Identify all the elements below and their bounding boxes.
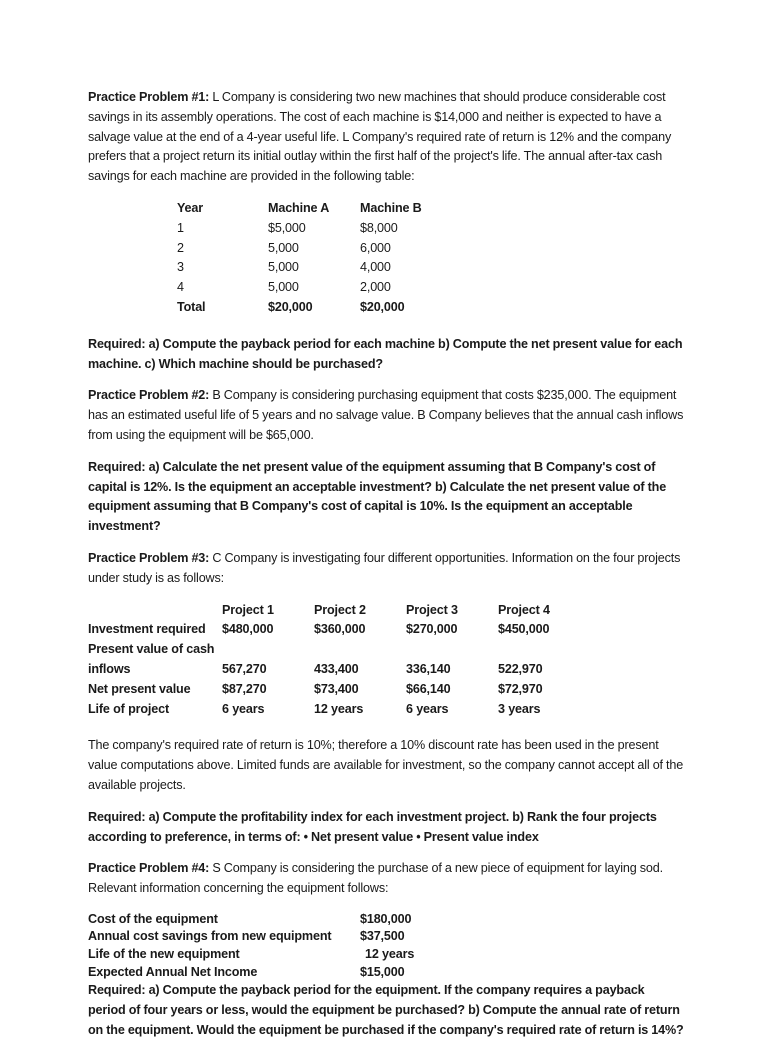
table-row bbox=[88, 946, 414, 964]
cell-empty bbox=[222, 640, 314, 660]
cell-year: 1 bbox=[177, 220, 184, 235]
cell-machine-a: 5,000 bbox=[268, 260, 299, 275]
spacer bbox=[88, 719, 684, 736]
cell-project-1: $480,000 bbox=[222, 622, 274, 637]
table-row bbox=[177, 278, 452, 298]
cell-machine-a: 5,000 bbox=[268, 280, 299, 295]
row-label-annual-cost-savings: Annual cost savings from new equipment bbox=[88, 929, 332, 944]
row-label-life-of-project: Life of project bbox=[88, 701, 170, 716]
problem-1-table bbox=[177, 199, 452, 318]
cell-total-label: Total bbox=[177, 299, 206, 314]
cell-annual-cost-savings: $37,500 bbox=[360, 929, 405, 944]
cell-total-machine-b: $20,000 bbox=[360, 299, 405, 314]
document-content bbox=[88, 88, 684, 1041]
table-header-project-1: Project 1 bbox=[222, 602, 274, 617]
table-header-row bbox=[88, 601, 684, 621]
row-label-expected-annual-net-income: Expected Annual Net Income bbox=[88, 964, 258, 979]
table-row bbox=[88, 964, 414, 982]
table-header-blank bbox=[88, 601, 222, 621]
cell-cost-of-equipment: $180,000 bbox=[360, 911, 412, 926]
table-row bbox=[88, 620, 684, 640]
problem-3-body: Practice Problem #3: C Company is investigating four different opportunities. Information on the four projects under study is as follows: bbox=[88, 550, 681, 585]
row-label-inflows: inflows bbox=[88, 661, 131, 676]
cell-empty bbox=[314, 640, 406, 660]
table-row bbox=[88, 911, 414, 929]
table-header-year: Year bbox=[177, 200, 204, 215]
cell-project-2: 12 years bbox=[314, 701, 364, 716]
cell-project-2: $73,400 bbox=[314, 681, 359, 696]
cell-expected-annual-net-income: $15,000 bbox=[360, 964, 405, 979]
table-header-project-2: Project 2 bbox=[314, 602, 366, 617]
problem-2-required: Required: a) Calculate the net present value of the equipment assuming that B Company's cost of capital is 12%. Is the equipment an acceptable investment? b) Calculate the net present value of the equipment assuming that B Company's cost of capital is 10%. Is the equipment an acceptable investment? bbox=[88, 459, 667, 534]
problem-3-required: Required: a) Compute the profitability index for each investment project. b) Rank the four projects according to preference, in terms of: • Net present value • Present value index bbox=[88, 809, 657, 844]
cell-year: 2 bbox=[177, 240, 184, 255]
table-row bbox=[88, 680, 684, 700]
problem-4-required: Required: a) Compute the payback period for the equipment. If the company requires a payback period of four years or less, would the equipment be purchased? b) Compute the annual rate of return on the equipment. Would the equipment be purchased if the company's required rate of return is 14%? bbox=[88, 983, 684, 1037]
cell-year: 4 bbox=[177, 280, 184, 295]
problem-1-body: Practice Problem #1: L Company is considering two new machines that should produce considerable cost savings in its assembly operations. The cost of each machine is $14,000 and neither is expected to have a salvage value at the end of a 4-year useful life. L Company's required rate of return is 12% and the company prefers that a project return its initial outlay within the first half of the project's life. The annual after-tax cash savings for each machine are provided in the following table: bbox=[88, 90, 672, 184]
table-header-machine-b: Machine B bbox=[360, 200, 422, 215]
table-row bbox=[177, 219, 452, 239]
cell-project-1: 567,270 bbox=[222, 661, 267, 676]
table-row bbox=[177, 258, 452, 278]
cell-empty bbox=[406, 640, 498, 660]
problem-4-table bbox=[88, 911, 414, 981]
cell-total-machine-a: $20,000 bbox=[268, 299, 313, 314]
cell-project-4: $450,000 bbox=[498, 622, 550, 637]
cell-project-3: 336,140 bbox=[406, 661, 451, 676]
cell-machine-a: 5,000 bbox=[268, 240, 299, 255]
cell-empty bbox=[498, 640, 684, 660]
cell-project-2: $360,000 bbox=[314, 622, 366, 637]
cell-project-1: 6 years bbox=[222, 701, 265, 716]
spacer bbox=[88, 318, 684, 335]
row-label-present-value-of-cash: Present value of cash bbox=[88, 642, 215, 657]
table-header-machine-a: Machine A bbox=[268, 200, 330, 215]
cell-machine-b: 2,000 bbox=[360, 280, 391, 295]
table-row bbox=[88, 660, 684, 680]
cell-project-4: $72,970 bbox=[498, 681, 543, 696]
cell-project-2: 433,400 bbox=[314, 661, 359, 676]
problem-2-body: Practice Problem #2: B Company is considering purchasing equipment that costs $235,000. The equipment has an estimated useful life of 5 years and no salvage value. B Company believes that the annual cash inflows from using the equipment will be $65,000. bbox=[88, 388, 684, 442]
cell-machine-a: $5,000 bbox=[268, 220, 306, 235]
problem-3-note: The company's required rate of return is 10%; therefore a 10% discount rate has been used in the present value computations above. Limited funds are available for investment, so the company cannot accept all of the available projects. bbox=[88, 738, 684, 792]
cell-machine-b: 6,000 bbox=[360, 240, 391, 255]
row-label-net-present-value: Net present value bbox=[88, 681, 191, 696]
cell-project-3: $270,000 bbox=[406, 622, 458, 637]
table-row bbox=[88, 700, 684, 720]
row-label-life-of-new-equipment: Life of the new equipment bbox=[88, 947, 240, 962]
cell-year: 3 bbox=[177, 260, 184, 275]
table-header-project-4: Project 4 bbox=[498, 602, 550, 617]
cell-project-4: 3 years bbox=[498, 701, 541, 716]
cell-life-of-new-equipment: 12 years bbox=[365, 947, 415, 962]
cell-project-3: $66,140 bbox=[406, 681, 451, 696]
table-row bbox=[177, 239, 452, 259]
row-label-investment-required: Investment required bbox=[88, 622, 206, 637]
cell-project-4: 522,970 bbox=[498, 661, 543, 676]
table-total-row bbox=[177, 298, 452, 318]
row-label-cost-of-equipment: Cost of the equipment bbox=[88, 911, 218, 926]
table-row-label-continuation bbox=[88, 640, 684, 660]
problem-3-table bbox=[88, 601, 684, 720]
cell-project-3: 6 years bbox=[406, 701, 449, 716]
cell-machine-b: $8,000 bbox=[360, 220, 398, 235]
table-header-project-3: Project 3 bbox=[406, 602, 458, 617]
problem-1-required: Required: a) Compute the payback period for each machine b) Compute the net present value for each machine. c) Which machine should be purchased? bbox=[88, 336, 683, 371]
table-header-row bbox=[177, 199, 452, 219]
table-row bbox=[88, 928, 414, 946]
problem-4-body: Practice Problem #4: S Company is considering the purchase of a new piece of equipment for laying sod. Relevant information concerning the equipment follows: bbox=[88, 861, 663, 896]
cell-project-1: $87,270 bbox=[222, 681, 267, 696]
cell-machine-b: 4,000 bbox=[360, 260, 391, 275]
